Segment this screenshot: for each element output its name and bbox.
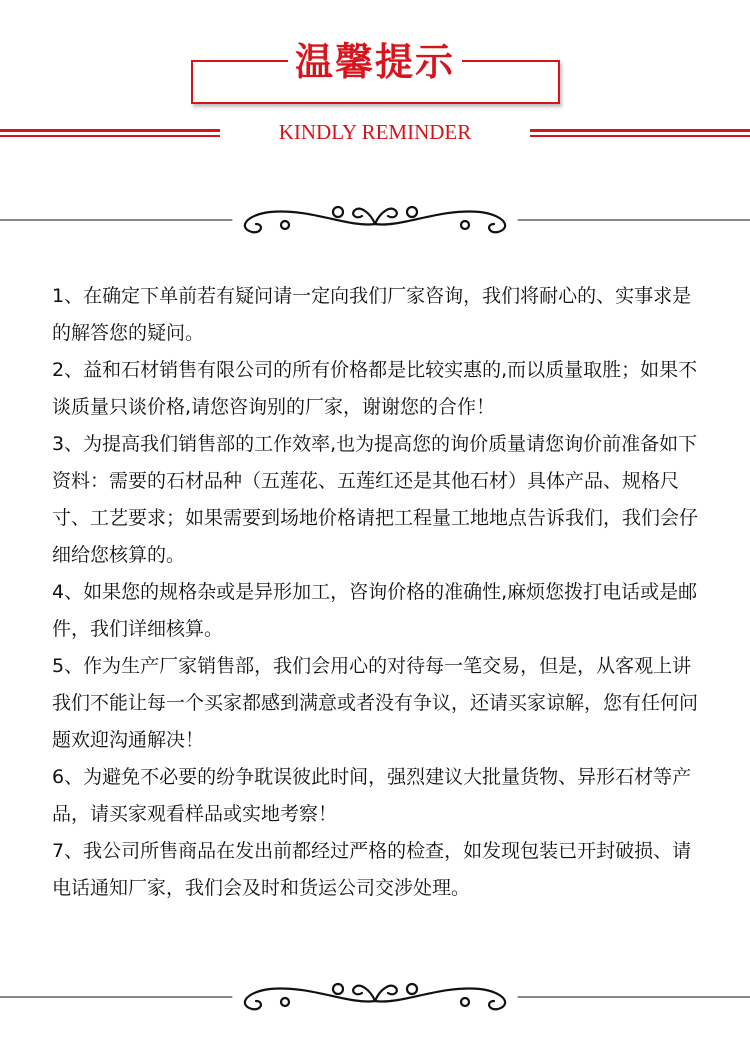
reminder-item: 4、如果您的规格杂或是异形加工，咨询价格的准确性,麻烦您拨打电话或是邮件，我们详细核算。 xyxy=(52,581,698,640)
frame-line-right xyxy=(460,60,560,62)
ornament-divider-top xyxy=(0,198,750,238)
reminder-item: 7、我公司所售商品在发出前都经过严格的检查，如发现包装已开封破损、请电话通知厂家，我们会及时和货运公司交涉处理。 xyxy=(52,840,692,899)
page-title: 温馨提示 xyxy=(288,38,462,86)
ornament-divider-bottom xyxy=(0,975,750,1015)
reminder-item: 2、益和石材销售有限公司的所有价格都是比较实惠的,而以质量取胜；如果不谈质量只谈价格,请您咨询别的厂家，谢谢您的合作！ xyxy=(52,359,698,418)
reminder-item: 1、在确定下单前若有疑问请一定向我们厂家咨询，我们将耐心的、实事求是的解答您的疑问。 xyxy=(52,285,692,344)
page-subtitle: KINDLY REMINDER xyxy=(278,120,472,144)
divider-right xyxy=(530,129,750,137)
divider-left xyxy=(0,129,220,137)
reminder-item: 3、为提高我们销售部的工作效率,也为提高您的询价质量请您询价前准备如下资料：需要的石材品种（五莲花、五莲红还是其他石材）具体产品、规格尺寸、工艺要求；如果需要到场地价格请把工程量工地地点告诉我们，我们会仔细给您核算的。 xyxy=(52,433,699,566)
reminder-item: 5、作为生产厂家销售部，我们会用心的对待每一笔交易，但是，从客观上讲我们不能让每一个买家都感到满意或者没有争议，还请买家谅解，您有任何问题欢迎沟通解决！ xyxy=(52,655,699,751)
reminder-item: 6、为避免不必要的纷争耽误彼此时间，强烈建议大批量货物、异形石材等产品，请买家观看样品或实地考察！ xyxy=(52,766,692,825)
frame-line-left xyxy=(191,60,291,62)
reminder-list xyxy=(52,278,704,907)
